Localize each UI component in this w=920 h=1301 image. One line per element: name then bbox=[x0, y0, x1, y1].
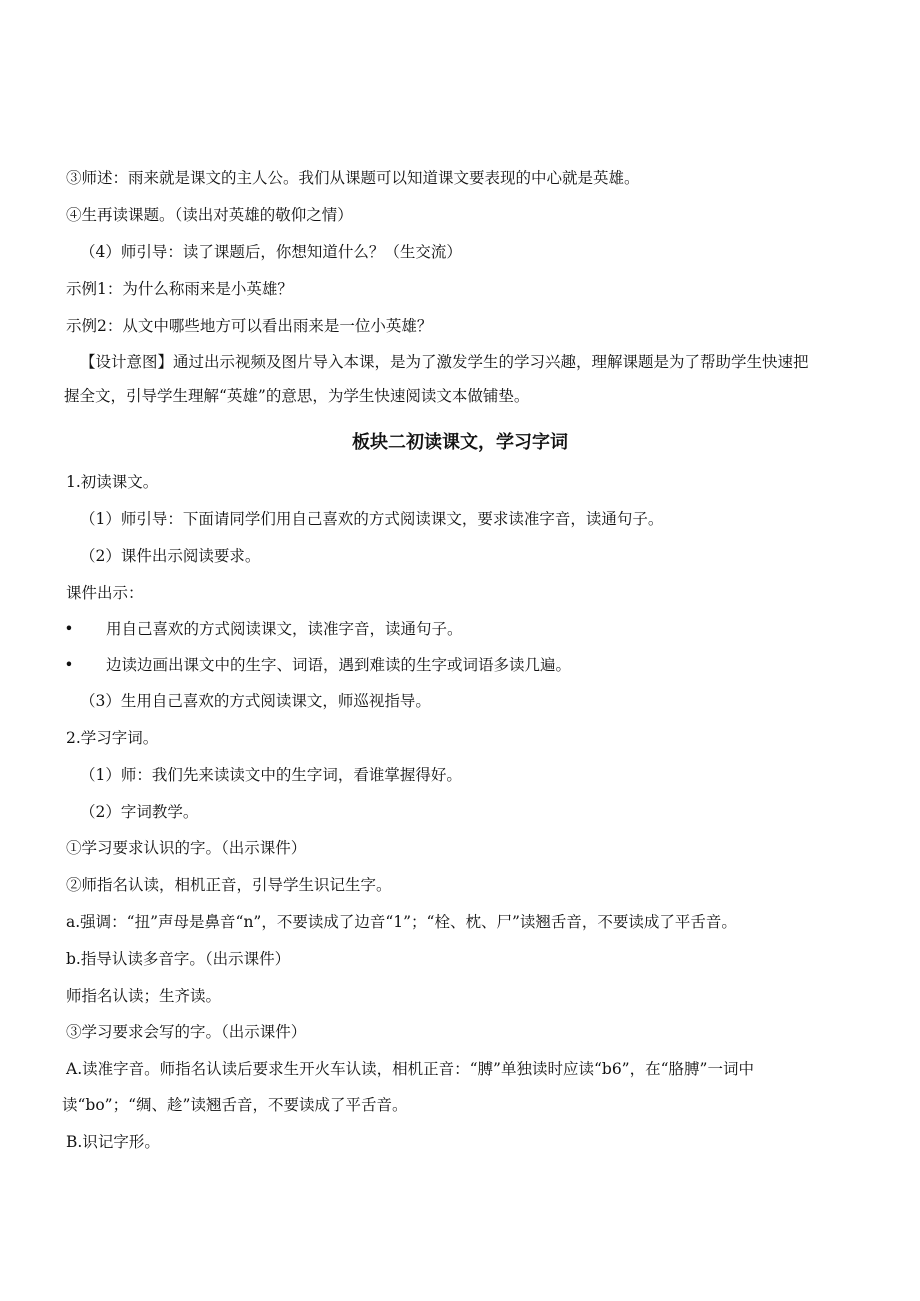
paragraph-a-line-1: A.读准字音。师指名认读后要求生开火车认读，相机正音：“膊”单独读时应读“b6”，在“胳膊”一词中 bbox=[66, 1060, 754, 1078]
paragraph-a-line-2: 读“bo”；“绸、趁”读翘舌音，不要读成了平舌音。 bbox=[62, 1096, 408, 1114]
bullet-icon: • bbox=[64, 656, 74, 674]
section-heading: 板块二初读课文，学习字词 bbox=[352, 432, 568, 453]
paragraph-teacher-narration: ③师述：雨来就是课文的主人公。我们从课题可以知道课文要表现的中心就是英雄。 bbox=[66, 169, 640, 187]
paragraph-teacher-guide: （4）师引导：读了课题后，你想知道什么？（生交流） bbox=[80, 243, 462, 261]
bullet-item-2: 边读边画出课文中的生字、词语，遇到难读的生字或词语多读几遍。 bbox=[106, 656, 572, 674]
bullet-icon: • bbox=[64, 620, 74, 638]
paragraph-word-teaching: （2）字词教学。 bbox=[80, 803, 199, 821]
paragraph-write-chars: ③学习要求会写的字。（出示课件） bbox=[66, 1023, 307, 1041]
paragraph-teacher-instruction: （1）师引导：下面请同学们用自己喜欢的方式阅读课文，要求读准字音，读通句子。 bbox=[80, 510, 664, 528]
paragraph-correct-pronunciation: ②师指名认读，相机正音，引导学生识记生字。 bbox=[66, 876, 392, 894]
paragraph-recognize-chars: ①学习要求认识的字。（出示课件） bbox=[66, 839, 307, 857]
design-intent-line-2: 握全文，引导学生理解“英雄”的意思，为学生快速阅读文本做铺垫。 bbox=[64, 387, 530, 405]
design-intent-line-1: 【设计意图】通过出示视频及图片导入本课，是为了激发学生的学习兴趣，理解课题是为了帮助学生快速把 bbox=[80, 353, 809, 371]
paragraph-first-reading: 1.初读课文。 bbox=[66, 473, 159, 491]
paragraph-courseware-show: 课件出示： bbox=[66, 584, 144, 602]
paragraph-teacher-read-words: （1）师：我们先来读读文中的生字词，看谁掌握得好。 bbox=[80, 766, 462, 784]
paragraph-reread-title: ④生再读课题。（读出对英雄的敬仰之情） bbox=[66, 206, 353, 224]
paragraph-reading-together: 师指名认读；生齐读。 bbox=[66, 987, 222, 1005]
paragraph-polyphonic-b: b.指导认读多音字。（出示课件） bbox=[66, 950, 291, 968]
paragraph-learn-words: 2.学习字词。 bbox=[66, 729, 159, 747]
paragraph-emphasis-a: a.强调：“扭”声母是鼻音“n”，不要读成了边音“1”；“栓、枕、尸”读翘舌音，不要读成了平舌音。 bbox=[66, 913, 737, 931]
paragraph-b: B.识记字形。 bbox=[66, 1133, 160, 1151]
paragraph-example-2: 示例2：从文中哪些地方可以看出雨来是一位小英雄？ bbox=[66, 317, 433, 335]
paragraph-student-reading: （3）生用自己喜欢的方式阅读课文，师巡视指导。 bbox=[80, 692, 431, 710]
paragraph-example-1: 示例1：为什么称雨来是小英雄？ bbox=[66, 280, 293, 298]
paragraph-show-requirements: （2）课件出示阅读要求。 bbox=[80, 547, 261, 565]
bullet-item-1: 用自己喜欢的方式阅读课文，读准字音，读通句子。 bbox=[106, 620, 463, 638]
